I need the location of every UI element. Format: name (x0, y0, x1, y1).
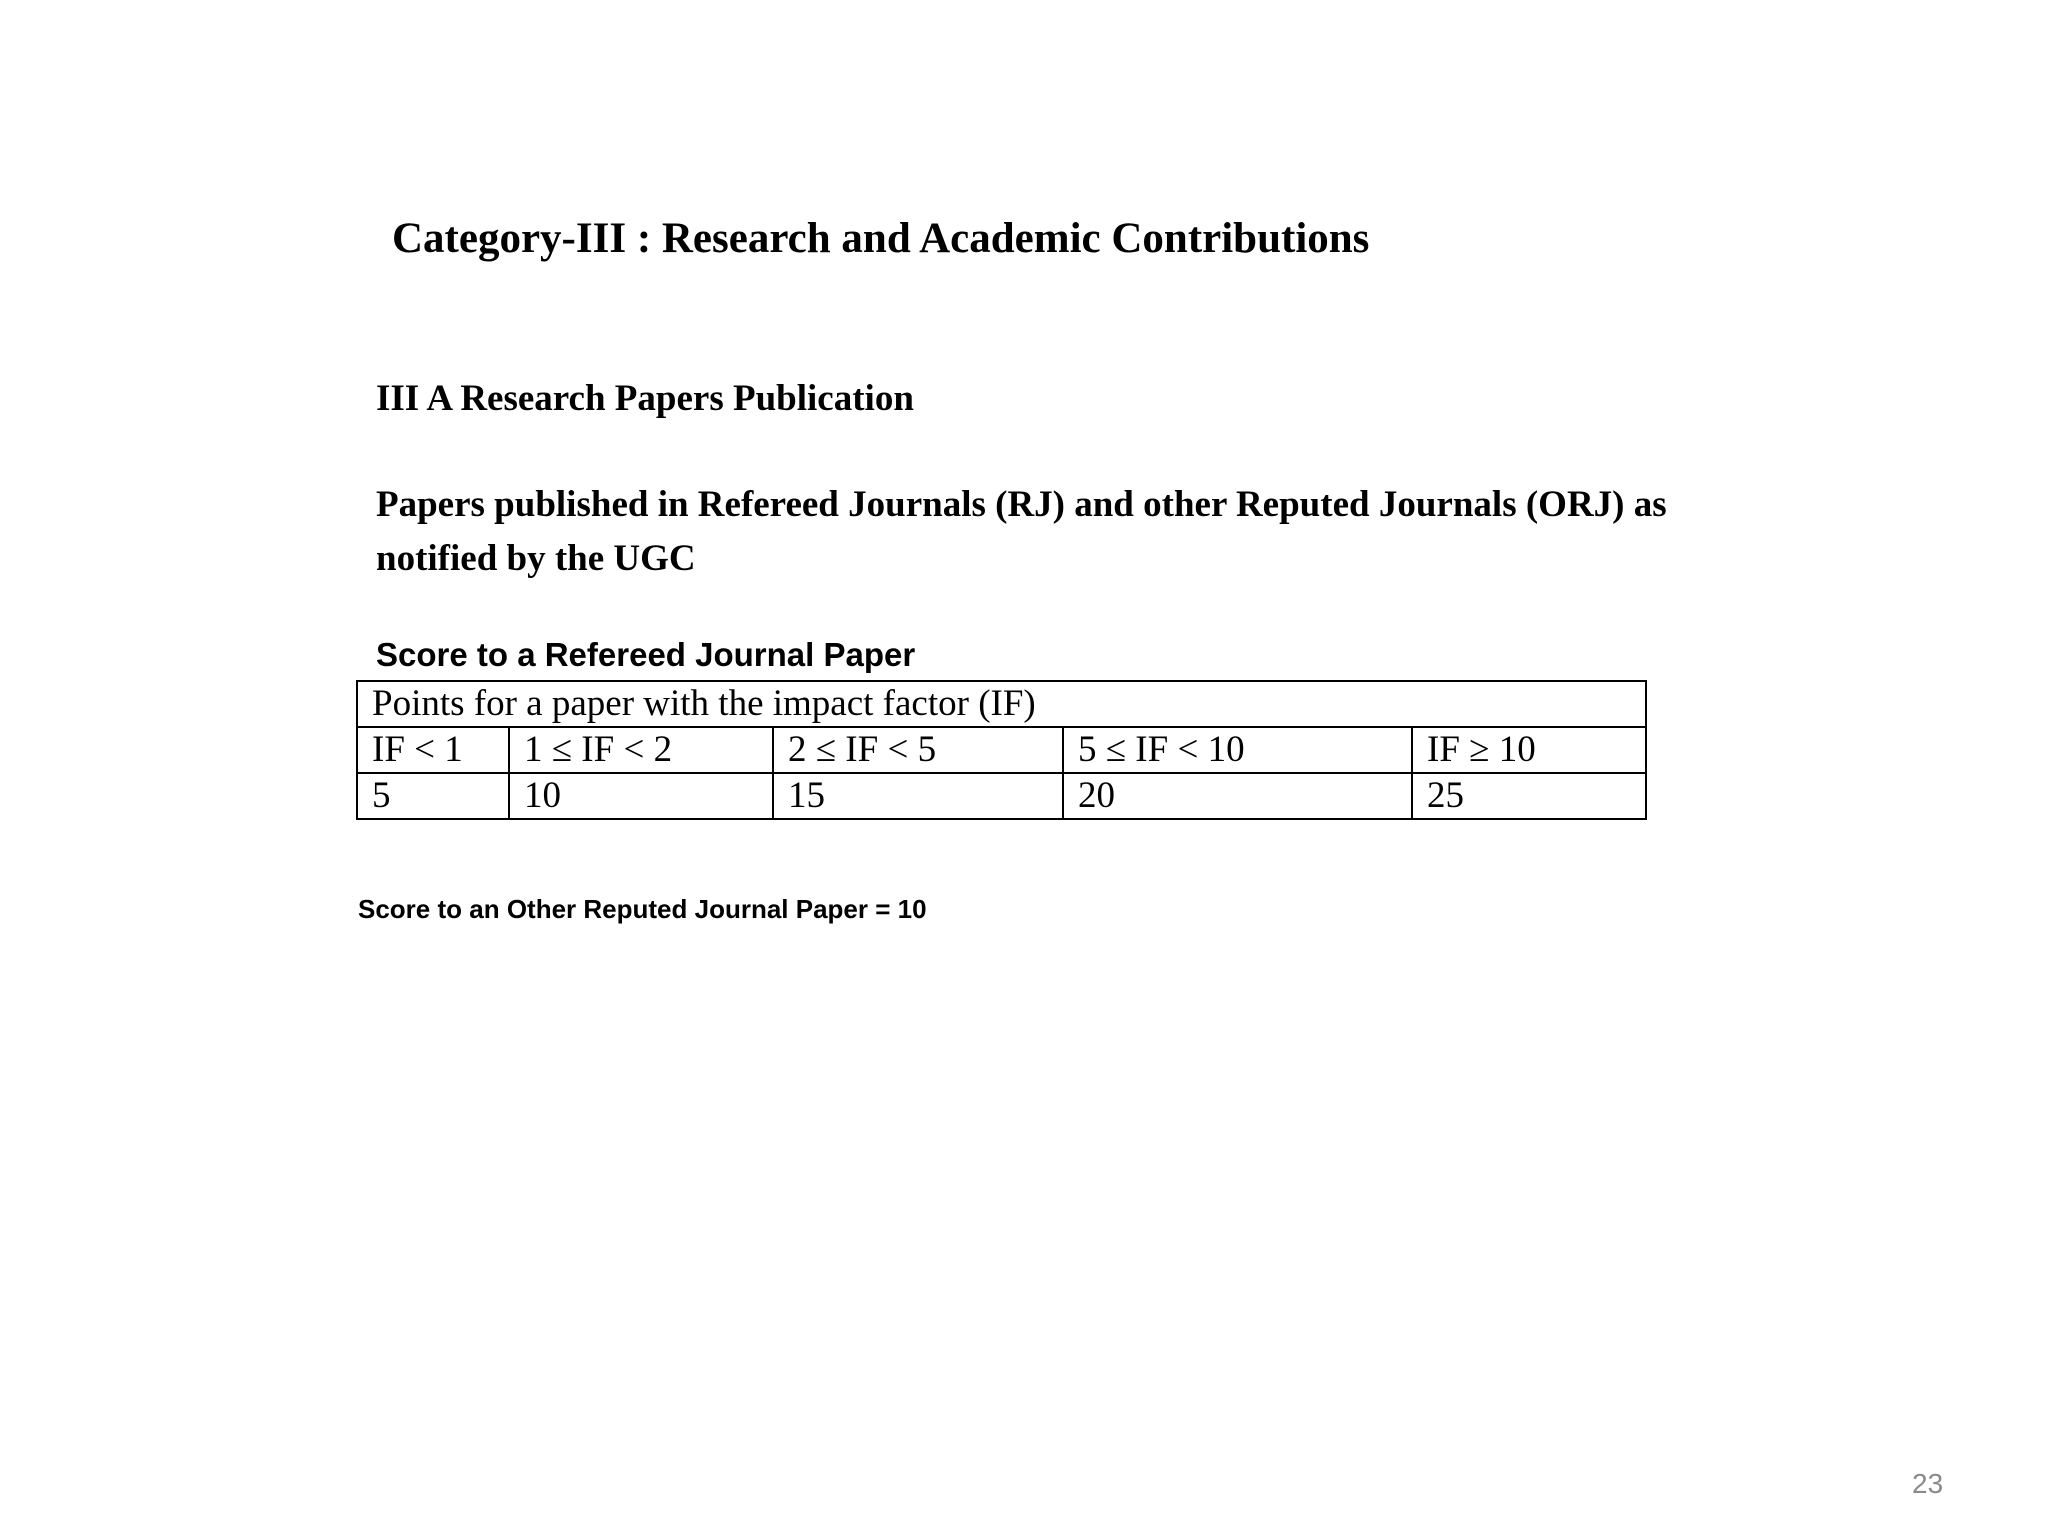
table-cell: 15 (773, 773, 1063, 819)
table-header-row (357, 681, 1646, 727)
table-cell: 5 (357, 773, 509, 819)
description-paragraph (376, 478, 1816, 586)
category-title: Category-III : Research and Academic Contributions (392, 215, 1370, 262)
table-cell: 25 (1412, 773, 1646, 819)
table-cell: 10 (509, 773, 773, 819)
description-line: notified by the UGC (376, 538, 696, 579)
impact-factor-score-table (356, 680, 1647, 820)
table-cell: IF < 1 (357, 727, 509, 773)
refereed-journal-score-title: Score to a Refereed Journal Paper (376, 636, 916, 673)
table-cell: IF ≥ 10 (1412, 727, 1646, 773)
impact-factor-range-row (357, 727, 1646, 773)
table-cell: 5 ≤ IF < 10 (1063, 727, 1412, 773)
table-cell: 2 ≤ IF < 5 (773, 727, 1063, 773)
table-header-cell: Points for a paper with the impact factor (IF) (357, 681, 1646, 727)
section-heading: III A Research Papers Publication (376, 378, 914, 419)
table-cell: 20 (1063, 773, 1412, 819)
page-number: 23 (1912, 1468, 1944, 1499)
description-line: Papers published in Refereed Journals (RJ) and other Reputed Journals (ORJ) as (376, 484, 1667, 525)
points-row (357, 773, 1646, 819)
table-cell: 1 ≤ IF < 2 (509, 727, 773, 773)
other-reputed-journal-score: Score to an Other Reputed Journal Paper = 10 (358, 894, 927, 924)
